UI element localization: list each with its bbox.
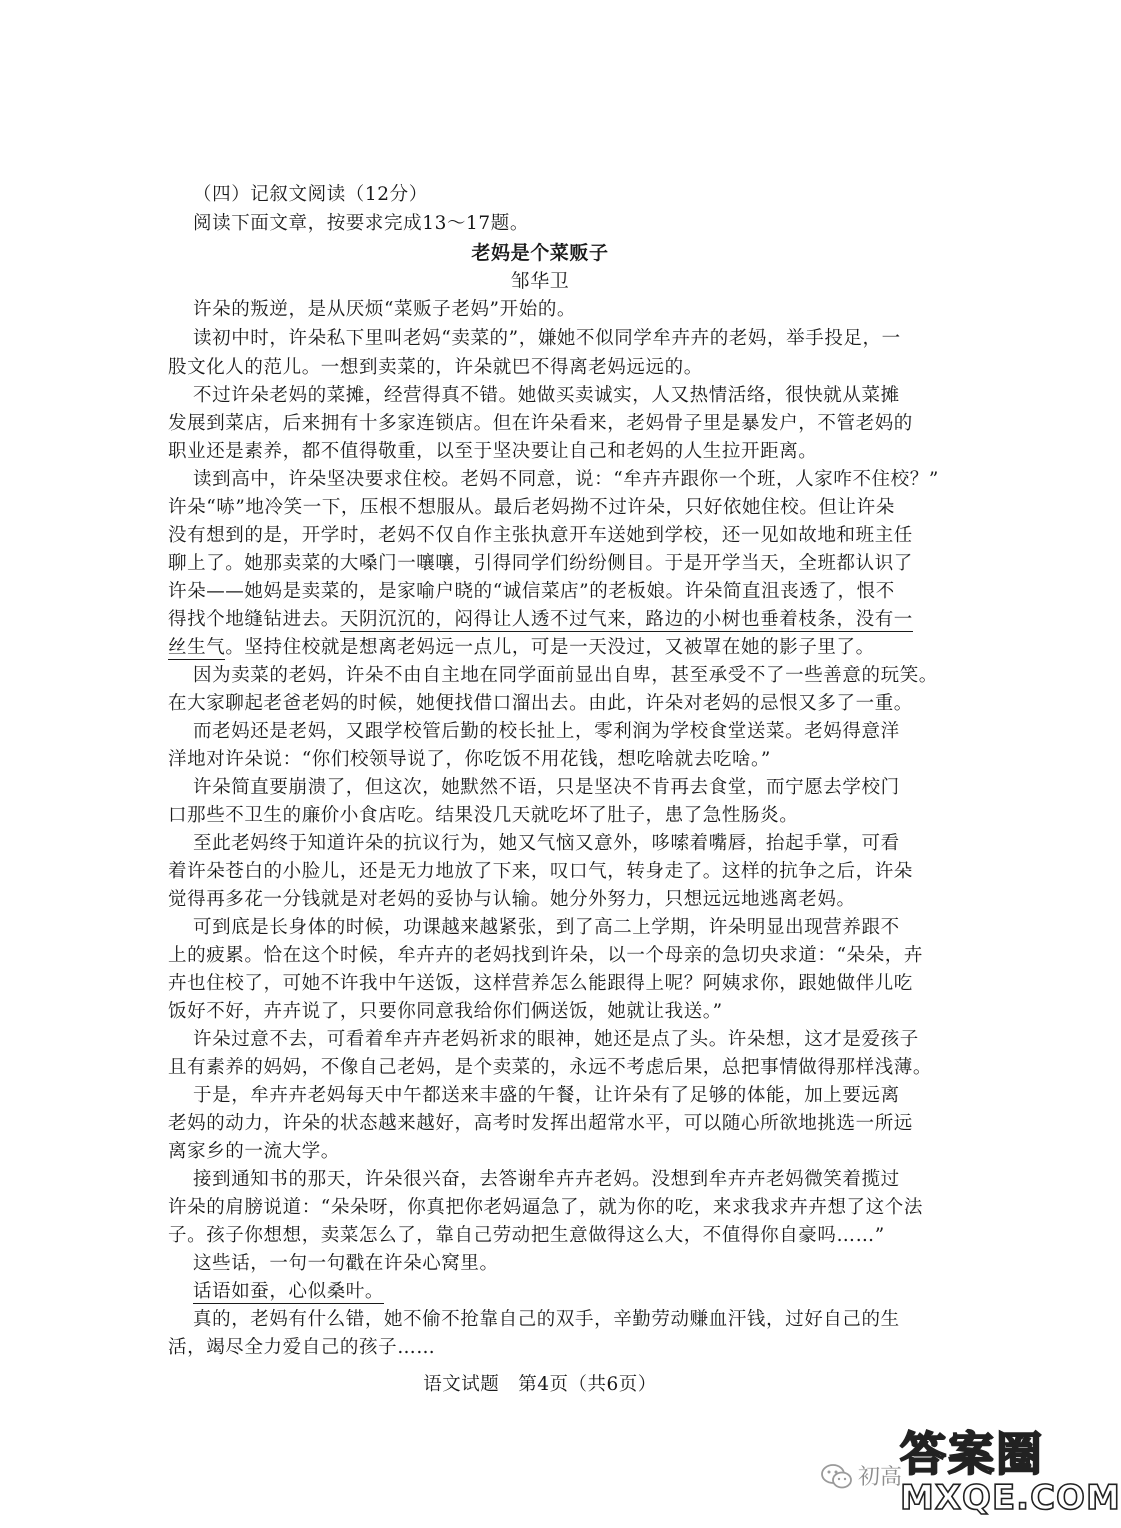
para-text: 。坚持住校就是想离老妈远一点儿，可是一天没过，又被罩在她的影子里了。 bbox=[225, 637, 875, 658]
wechat-icon bbox=[820, 1462, 854, 1492]
instruction-text: 阅读下面文章，按要求完成13～17题。 bbox=[193, 213, 529, 234]
para-line: 读初中时，许朵私下里叫老妈“卖菜的”，嫌她不似同学牟卉卉的老妈，举手投足，一 bbox=[193, 328, 901, 349]
para-line: 着许朵苍白的小脸儿，还是无力地放了下来，叹口气，转身走了。这样的抗争之后，许朵 bbox=[168, 861, 913, 882]
para-line: 觉得再多花一分钱就是对老妈的妥协与认输。她分外努力，只想远远地逃离老妈。 bbox=[168, 889, 856, 910]
para-line-mixed bbox=[168, 635, 875, 661]
para-line: 发展到菜店，后来拥有十多家连锁店。但在许朵看来，老妈骨子里是暴发户，不管老妈的 bbox=[168, 413, 913, 434]
para-line: 于是，牟卉卉老妈每天中午都送来丰盛的午餐，让许朵有了足够的体能，加上要远离 bbox=[193, 1085, 900, 1106]
para-line: 子。孩子你想想，卖菜怎么了，靠自己劳动把生意做得这么大，不值得你自豪吗……” bbox=[168, 1225, 885, 1246]
para-line: 真的，老妈有什么错，她不偷不抢靠自己的双手，辛勤劳动赚血汗钱，过好自己的生 bbox=[193, 1309, 900, 1330]
para-line: 许朵的叛逆，是从厌烦“菜贩子老妈”开始的。 bbox=[193, 299, 577, 320]
section-heading: （四）记叙文阅读（12分） bbox=[193, 184, 428, 205]
para-text: 得找个地缝钻进去。 bbox=[168, 609, 340, 630]
watermark-source: 初高 bbox=[858, 1465, 903, 1490]
para-line: 股文化人的范儿。一想到卖菜的，许朵就巴不得离老妈远远的。 bbox=[168, 357, 703, 378]
para-line: 职业还是素养，都不值得敬重，以至于坚决要让自己和老妈的人生拉开距离。 bbox=[168, 441, 818, 462]
watermark-url: MXQE.COM bbox=[900, 1478, 1121, 1518]
para-line: 这些话，一句一句戳在许朵心窝里。 bbox=[193, 1253, 499, 1274]
para-line: 因为卖菜的老妈，许朵不由自主地在同学面前显出自卑，甚至承受不了一些善意的玩笑。 bbox=[193, 665, 938, 686]
underlined-sentence: 天阴沉沉的，闷得让人透不过气来，路边的小树也垂着枝条，没有一 bbox=[339, 609, 913, 630]
para-line: 离家乡的一流大学。 bbox=[168, 1141, 340, 1162]
para-line: 至此老妈终于知道许朵的抗议行为，她又气恼又意外，哆嗦着嘴唇，抬起手掌，可看 bbox=[193, 833, 900, 854]
para-line-mixed bbox=[168, 607, 913, 633]
para-line: 口那些不卫生的廉价小食店吃。结果没几天就吃坏了肚子，患了急性肠炎。 bbox=[168, 805, 799, 826]
para-line: 接到通知书的那天，许朵很兴奋，去答谢牟卉卉老妈。没想到牟卉卉老妈微笑着揽过 bbox=[193, 1169, 900, 1190]
para-line: 许朵——她妈是卖菜的，是家喻户晓的“诚信菜店”的老板娘。许朵简直沮丧透了，恨不 bbox=[168, 581, 895, 602]
watermark-badge: 答案圈 bbox=[900, 1427, 1044, 1481]
para-line: 不过许朵老妈的菜摊，经营得真不错。她做买卖诚实，人又热情活络，很快就从菜摊 bbox=[193, 385, 900, 406]
article-title: 老妈是个菜贩子 bbox=[471, 242, 609, 264]
underlined-sentence-end: 丝生气 bbox=[168, 637, 226, 658]
para-line: 活，竭尽全力爱自己的孩子…… bbox=[168, 1337, 436, 1358]
para-line: 洋地对许朵说：“你们校领导说了，你吃饭不用花钱，想吃啥就去吃啥。” bbox=[168, 749, 771, 770]
para-line: 聊上了。她那卖菜的大嗓门一嚷嚷，引得同学们纷纷侧目。于是开学当天，全班都认识了 bbox=[168, 553, 913, 574]
para-line: 饭好不好，卉卉说了，只要你同意我给你们俩送饭，她就让我送。” bbox=[168, 1001, 723, 1022]
para-line bbox=[193, 1279, 384, 1305]
article-author: 邹华卫 bbox=[510, 270, 570, 292]
para-line: 许朵的肩膀说道：“朵朵呀，你真把你老妈逼急了，就为你的吃，来求我求卉卉想了这个法 bbox=[168, 1197, 923, 1218]
para-line: 卉也住校了，可她不许我中午送饭，这样营养怎么能跟得上呢？阿姨求你，跟她做伴儿吃 bbox=[168, 973, 913, 994]
para-line: 许朵“哧”地冷笑一下，压根不想服从。最后老妈拗不过许朵，只好依她住校。但让许朵 bbox=[168, 497, 895, 518]
para-line: 上的疲累。恰在这个时候，牟卉卉的老妈找到许朵，以一个母亲的急切央求道：“朵朵，卉 bbox=[168, 945, 923, 966]
para-line: 没有想到的是，开学时，老妈不仅自作主张执意开车送她到学校，还一见如故地和班主任 bbox=[168, 525, 913, 546]
para-line: 读到高中，许朵坚决要求住校。老妈不同意，说：“牟卉卉跟你一个班，人家咋不住校？” bbox=[193, 469, 939, 490]
para-line: 且有素养的妈妈，不像自己老妈，是个卖菜的，永远不考虑后果，总把事情做得那样浅薄。 bbox=[168, 1057, 933, 1078]
para-line: 而老妈还是老妈，又跟学校管后勤的校长扯上，零利润为学校食堂送菜。老妈得意洋 bbox=[193, 721, 900, 742]
para-line: 老妈的动力，许朵的状态越来越好，高考时发挥出超常水平，可以随心所欲地挑选一所远 bbox=[168, 1113, 913, 1134]
para-line: 许朵过意不去，可看着牟卉卉老妈祈求的眼神，她还是点了头。许朵想，这才是爱孩子 bbox=[193, 1029, 919, 1050]
underlined-sentence-2: 话语如蚕，心似桑叶。 bbox=[193, 1281, 385, 1302]
para-line: 在大家聊起老爸老妈的时候，她便找借口溜出去。由此，许朵对老妈的忌恨又多了一重。 bbox=[168, 693, 913, 714]
para-line: 许朵简直要崩溃了，但这次，她默然不语，只是坚决不肯再去食堂，而宁愿去学校门 bbox=[193, 777, 900, 798]
page-footer: 语文试题 第4页（共6页） bbox=[423, 1374, 657, 1395]
para-line: 可到底是长身体的时候，功课越来越紧张，到了高二上学期，许朵明显出现营养跟不 bbox=[193, 917, 900, 938]
